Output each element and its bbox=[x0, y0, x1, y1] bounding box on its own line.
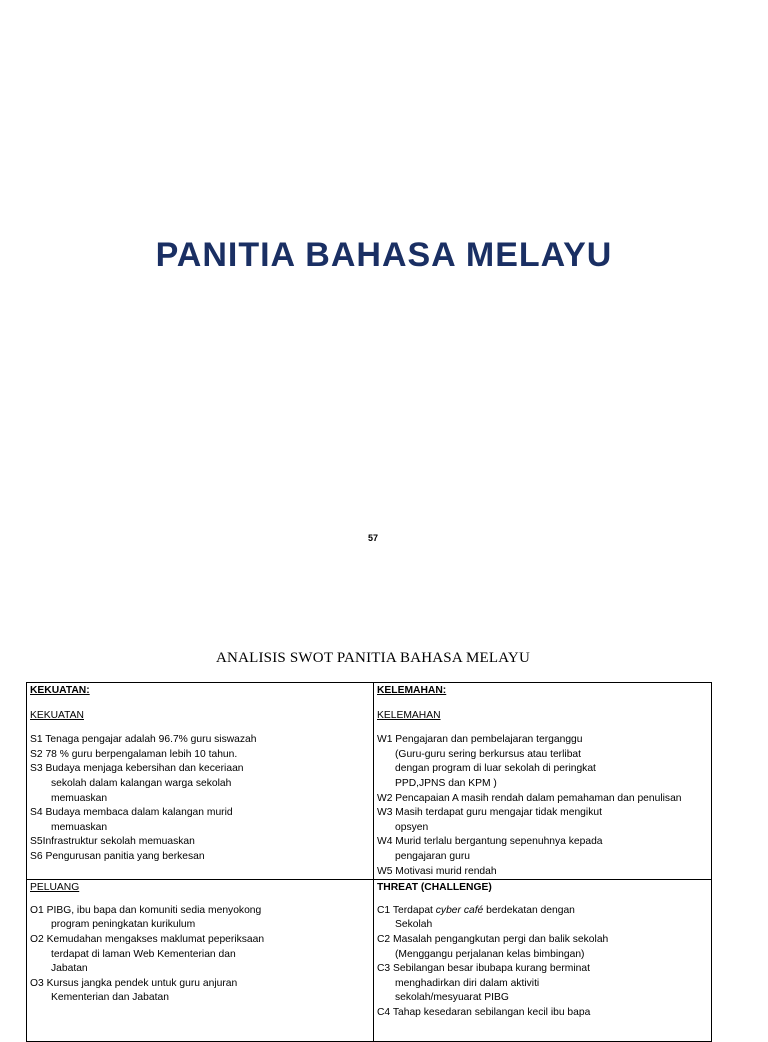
item-continuation: (Guru-guru sering berkursus atau terlibat bbox=[395, 748, 582, 760]
list-item bbox=[30, 733, 370, 748]
item-text: S5Infrastruktur sekolah memuaskan bbox=[30, 836, 195, 848]
opportunities-cell bbox=[27, 880, 374, 1042]
item-text: C2 Masalah pengangkutan pergi dan balik sekolah bbox=[377, 933, 609, 945]
list-item bbox=[30, 835, 370, 850]
threat-c1-suffix: berdekatan dengan bbox=[483, 904, 575, 916]
page-number: 57 bbox=[367, 533, 378, 543]
item-continuation: sekolah dalam kalangan warga sekolah bbox=[51, 777, 232, 789]
opportunities-header: PELUANG bbox=[30, 882, 80, 894]
list-item bbox=[30, 748, 370, 763]
list-item bbox=[30, 806, 370, 835]
list-item bbox=[30, 933, 370, 977]
item-text: S6 Pengurusan panitia yang berkesan bbox=[30, 850, 205, 862]
swot-row-top bbox=[27, 683, 712, 880]
threats-cell bbox=[374, 880, 712, 1042]
swot-table bbox=[26, 682, 712, 1042]
item-continuation: memuaskan bbox=[51, 821, 108, 833]
item-continuation: pengajaran guru bbox=[395, 850, 470, 862]
list-item bbox=[377, 792, 708, 807]
strengths-list bbox=[30, 733, 370, 864]
item-continuation: PPD,JPNS dan KPM ) bbox=[395, 777, 497, 789]
list-item bbox=[377, 733, 708, 791]
list-item bbox=[377, 962, 708, 1006]
list-item bbox=[377, 933, 708, 962]
item-continuation: Jabatan bbox=[51, 963, 88, 975]
swot-heading: ANALISIS SWOT PANITIA BAHASA MELAYU bbox=[216, 650, 530, 666]
page-title: PANITIA BAHASA MELAYU bbox=[155, 236, 613, 274]
list-item bbox=[377, 835, 708, 864]
list-item bbox=[30, 762, 370, 806]
item-text: S2 78 % guru berpengalaman lebih 10 tahun. bbox=[30, 748, 238, 760]
item-continuation: Kementerian dan Jabatan bbox=[51, 992, 169, 1004]
item-text: S3 Budaya menjaga kebersihan dan keceriaan bbox=[30, 763, 244, 775]
item-continuation: sekolah/mesyuarat PIBG bbox=[395, 992, 509, 1004]
item-continuation: opsyen bbox=[395, 821, 429, 833]
threats-list bbox=[377, 904, 708, 1021]
weaknesses-cell bbox=[374, 683, 712, 880]
item-text: W5 Motivasi murid rendah bbox=[377, 865, 497, 877]
list-item bbox=[30, 904, 370, 933]
list-item bbox=[377, 904, 708, 933]
item-continuation: memuaskan bbox=[51, 792, 108, 804]
weaknesses-list bbox=[377, 733, 708, 879]
item-text: W3 Masih terdapat guru mengajar tidak mengikut bbox=[377, 807, 602, 819]
item-text: S4 Budaya membaca dalam kalangan murid bbox=[30, 807, 233, 819]
threat-c1-italic: cyber café bbox=[435, 904, 484, 916]
item-text: W2 Pencapaian A masih rendah dalam pemahaman dan penulisan bbox=[377, 792, 682, 804]
weaknesses-subheader: KELEMAHAN bbox=[377, 709, 441, 721]
list-item bbox=[377, 865, 708, 880]
list-item bbox=[30, 977, 370, 1006]
list-item bbox=[377, 1006, 708, 1021]
item-continuation: dengan program di luar sekolah di peringkat bbox=[395, 763, 596, 775]
item-text: O1 PIBG, ibu bapa dan komuniti sedia menyokong bbox=[30, 904, 262, 916]
item-continuation: terdapat di laman Web Kementerian dan bbox=[51, 948, 236, 960]
strengths-subheader: KEKUATAN bbox=[30, 709, 84, 721]
item-text: C4 Tahap kesedaran sebilangan kecil ibu bapa bbox=[377, 1006, 591, 1018]
item-text: W4 Murid terlalu bergantung sepenuhnya kepada bbox=[377, 836, 603, 848]
strengths-header: KEKUATAN: bbox=[30, 685, 90, 696]
swot-row-bottom bbox=[27, 880, 712, 1042]
weaknesses-header: KELEMAHAN: bbox=[377, 685, 447, 696]
opportunities-list bbox=[30, 904, 370, 1006]
item-continuation: (Menggangu perjalanan kelas bimbingan) bbox=[395, 948, 585, 960]
item-continuation: Sekolah bbox=[395, 919, 433, 931]
threat-c1-prefix: C1 Terdapat bbox=[377, 904, 436, 916]
item-continuation: program peningkatan kurikulum bbox=[51, 919, 196, 931]
list-item bbox=[30, 850, 370, 865]
item-text: W1 Pengajaran dan pembelajaran terganggu bbox=[377, 734, 583, 746]
strengths-cell bbox=[27, 683, 374, 880]
threats-header: THREAT (CHALLENGE) bbox=[377, 882, 492, 894]
item-continuation: menghadirkan diri dalam aktiviti bbox=[395, 977, 540, 989]
item-text: S1 Tenaga pengajar adalah 96.7% guru siswazah bbox=[30, 734, 257, 746]
item-text: C3 Sebilangan besar ibubapa kurang berminat bbox=[377, 963, 590, 975]
item-text: O3 Kursus jangka pendek untuk guru anjuran bbox=[30, 977, 238, 989]
item-text: O2 Kemudahan mengakses maklumat peperiksaan bbox=[30, 933, 265, 945]
list-item bbox=[377, 806, 708, 835]
